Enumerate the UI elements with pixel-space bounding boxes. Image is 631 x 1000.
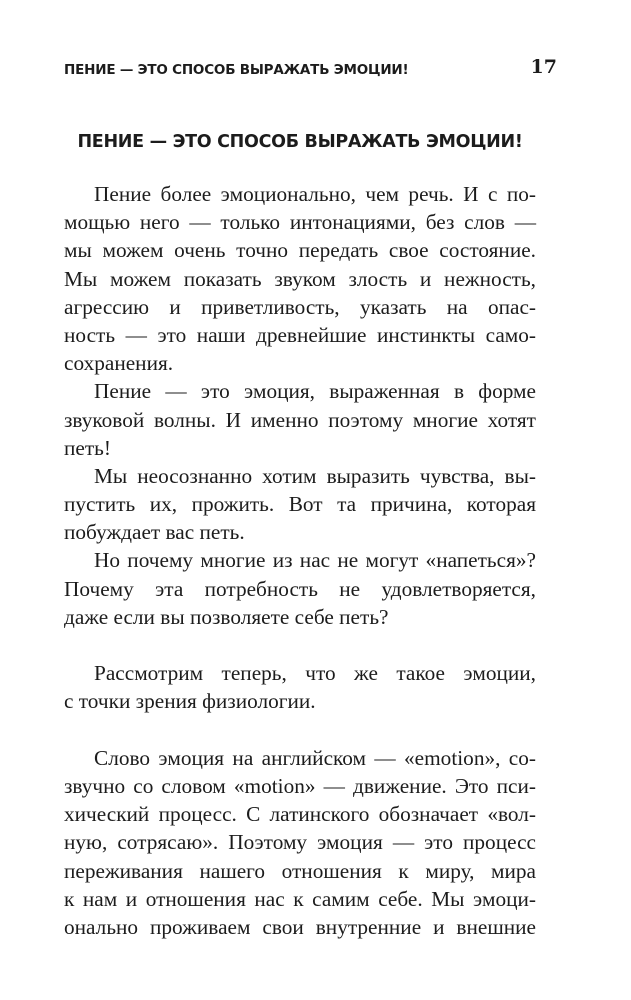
text-line: Мы можем показать звуком злость и нежность, (64, 266, 536, 291)
page-number: 17 (530, 56, 557, 78)
text-line: Пение более эмоционально, чем речь. И с по- (94, 182, 536, 206)
text-line: с точки зрения физиологии. (64, 689, 316, 714)
text-line: к нам и отношения нас к самим себе. Мы эмоци- (64, 886, 536, 911)
paragraph (64, 377, 536, 462)
text-line: переживания нашего отношения к миру, мира (64, 858, 536, 883)
text-line: агрессию и приветливость, указать на опас- (64, 294, 536, 319)
text-line: ную, сотрясаю». Поэтому эмоция — это процесс (64, 830, 536, 855)
text-line: Почему эта потребность не удовлетворяется, (64, 576, 536, 601)
paragraph (64, 462, 536, 547)
text-line: Но почему многие из нас не могут «напеться»? (94, 548, 536, 573)
running-header: ПЕНИЕ — ЭТО СПОСОБ ВЫРАЖАТЬ ЭМОЦИИ! (64, 62, 409, 78)
text-line: петь! (64, 435, 111, 460)
paragraph (64, 744, 536, 941)
paragraph-spacer (64, 716, 536, 744)
text-line: побуждает вас петь. (64, 520, 245, 545)
paragraph-spacer (64, 631, 536, 659)
text-line: сохранения. (64, 351, 174, 376)
text-line: даже если вы позволяете себе петь? (64, 604, 389, 629)
text-line: пустить их, прожить. Вот та причина, которая (64, 492, 536, 517)
text-line: хический процесс. С латинского обозначает «вол- (64, 802, 536, 827)
text-line: онально проживаем свои внутренние и внешние (64, 914, 536, 939)
text-line: Рассмотрим теперь, что же такое эмоции, (94, 661, 536, 686)
paragraph (64, 546, 536, 631)
chapter-title: ПЕНИЕ — ЭТО СПОСОБ ВЫРАЖАТЬ ЭМОЦИИ! (77, 132, 523, 152)
text-line: мощью него — только интонациями, без слов — (64, 210, 536, 235)
text-line: Пение — это эмоция, выраженная в форме (94, 379, 536, 404)
paragraph (64, 180, 536, 377)
text-line: звуковой волны. И именно поэтому многие хотят (64, 407, 536, 432)
text-line: Слово эмоция на английском — «emotion», со- (94, 745, 536, 770)
text-line: звучно со словом «motion» — движение. Это пси- (64, 773, 536, 798)
text-line: Мы неосознанно хотим выразить чувства, вы- (94, 463, 536, 488)
text-line: мы можем очень точно передать свое состояние. (64, 238, 536, 263)
paragraph (64, 659, 536, 715)
body-text (64, 180, 536, 941)
text-line: ность — это наши древнейшие инстинкты само- (64, 322, 536, 347)
